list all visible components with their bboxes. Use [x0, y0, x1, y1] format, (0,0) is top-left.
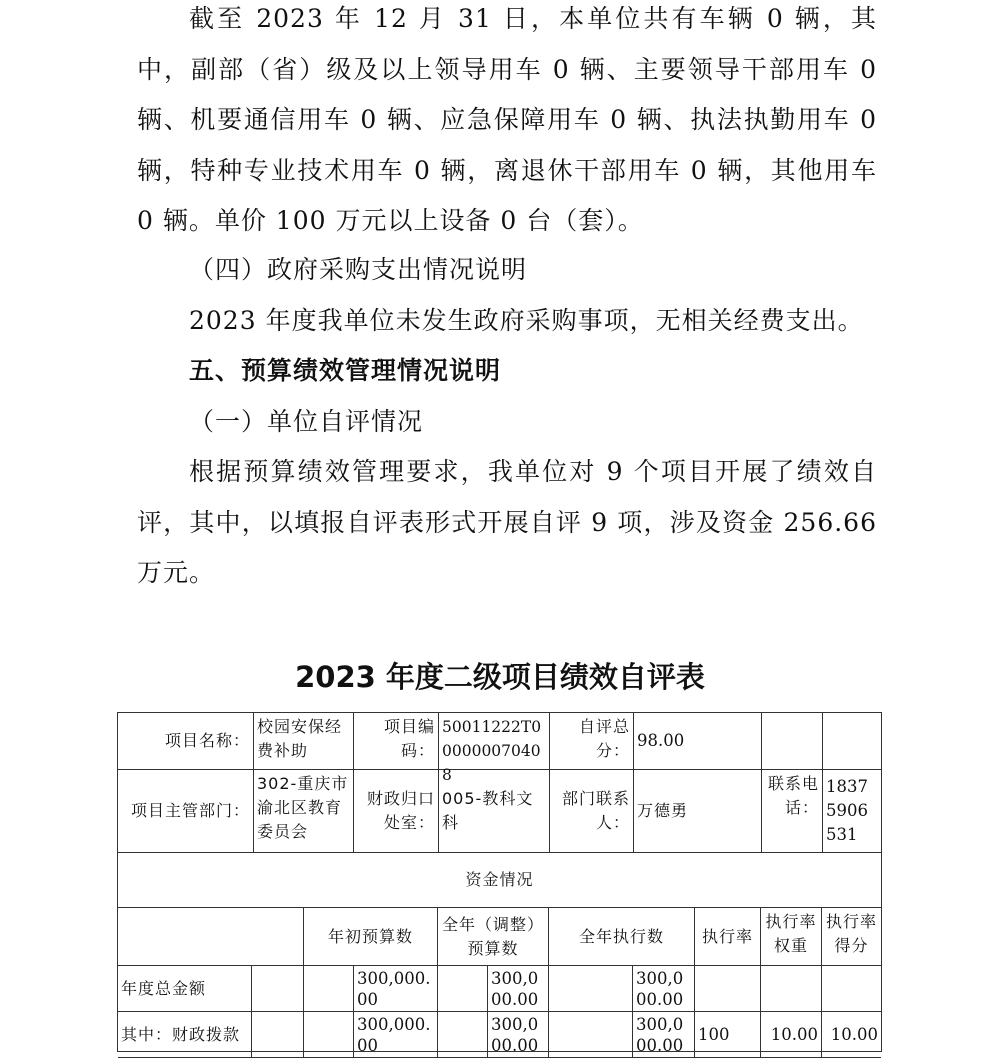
empty-cell	[304, 966, 354, 1012]
dept-value: 302-重庆市渝北区教育委员会	[254, 770, 354, 853]
table-title: 2023 年度二级项目绩效自评表	[295, 660, 705, 694]
empty-cell	[438, 1012, 488, 1058]
contact-label: 部门联系人：	[550, 770, 634, 853]
row-fiscal-rate: 100	[695, 1012, 761, 1058]
finance-office-value: 005-教科文科	[439, 770, 550, 853]
dept-label: 项目主管部门：	[118, 770, 254, 853]
project-name-value: 校园安保经费补助	[254, 713, 354, 770]
project-code-label: 项目编码：	[354, 713, 439, 770]
empty-cell	[252, 1012, 304, 1058]
executed-header: 全年执行数	[549, 908, 695, 966]
project-code-value: 50011222T000000070408	[439, 713, 550, 770]
empty-cell	[823, 713, 881, 770]
empty-cell	[252, 966, 304, 1012]
row-fiscal-label: 其中：财政拨款	[118, 1012, 252, 1058]
initial-budget-header: 年初预算数	[304, 908, 438, 966]
row-total-weight	[761, 966, 822, 1012]
row-total-initial: 300,000.00	[354, 966, 438, 1012]
empty-cell	[549, 966, 633, 1012]
procurement-paragraph: 2023 年度我单位未发生政府采购事项，无相关经费支出。	[189, 306, 864, 335]
unit-eval-heading: （一）单位自评情况	[189, 407, 424, 436]
empty-cell	[549, 1012, 633, 1058]
procurement-heading: （四）政府采购支出情况说明	[189, 255, 528, 284]
empty-cell	[438, 966, 488, 1012]
row-fiscal-executed: 300,000.00	[633, 1012, 695, 1058]
empty-cell	[118, 908, 304, 966]
self-eval-table	[117, 712, 882, 1055]
row-total-score	[822, 966, 881, 1012]
row-fiscal-score: 10.00	[822, 1012, 881, 1058]
exec-rate-header: 执行率	[695, 908, 761, 966]
unit-eval-paragraph: 根据预算绩效管理要求，我单位对 9 个项目开展了绩效自评，其中，以填报自评表形式开展自评 9 项，涉及资金 256.66 万元。	[137, 457, 877, 587]
row-total-rate	[695, 966, 761, 1012]
self-score-label: 自评总分：	[550, 713, 634, 770]
empty-cell	[762, 713, 823, 770]
self-score-value: 98.00	[634, 713, 762, 770]
phone-label: 联系电话：	[762, 770, 823, 853]
finance-office-label: 财政归口处室：	[354, 770, 439, 853]
row-fiscal-weight: 10.00	[761, 1012, 822, 1058]
row-fiscal-initial: 300,000.00	[354, 1012, 438, 1058]
project-name-label: 项目名称：	[118, 713, 254, 770]
row-total-executed: 300,000.00	[633, 966, 695, 1012]
vehicles-paragraph: 截至 2023 年 12 月 31 日，本单位共有车辆 0 辆，其中，副部（省）级及以上领导用车 0 辆、主要领导干部用车 0 辆、机要通信用车 0 辆、应急保障用车 0 辆、执法执勤用车 0 辆，特种专业技术用车 0 辆，离退休干部用车 0 辆，其他用车 0 辆。单价 100 万元以上设备 0 台（套）。	[137, 4, 877, 235]
row-fiscal-adjusted: 300,000.00	[488, 1012, 549, 1058]
row-total-adjusted: 300,000.00	[488, 966, 549, 1012]
exec-score-header: 执行率得分	[822, 908, 881, 966]
contact-value: 万德勇	[634, 770, 762, 853]
performance-heading: 五、预算绩效管理情况说明	[189, 356, 502, 385]
phone-value: 18375906531	[823, 770, 881, 853]
funds-section-header: 资金情况	[118, 853, 881, 908]
row-total-label: 年度总金额	[118, 966, 252, 1012]
exec-weight-header: 执行率权重	[761, 908, 822, 966]
adjusted-budget-header: 全年（调整）预算数	[438, 908, 549, 966]
empty-cell	[304, 1012, 354, 1058]
